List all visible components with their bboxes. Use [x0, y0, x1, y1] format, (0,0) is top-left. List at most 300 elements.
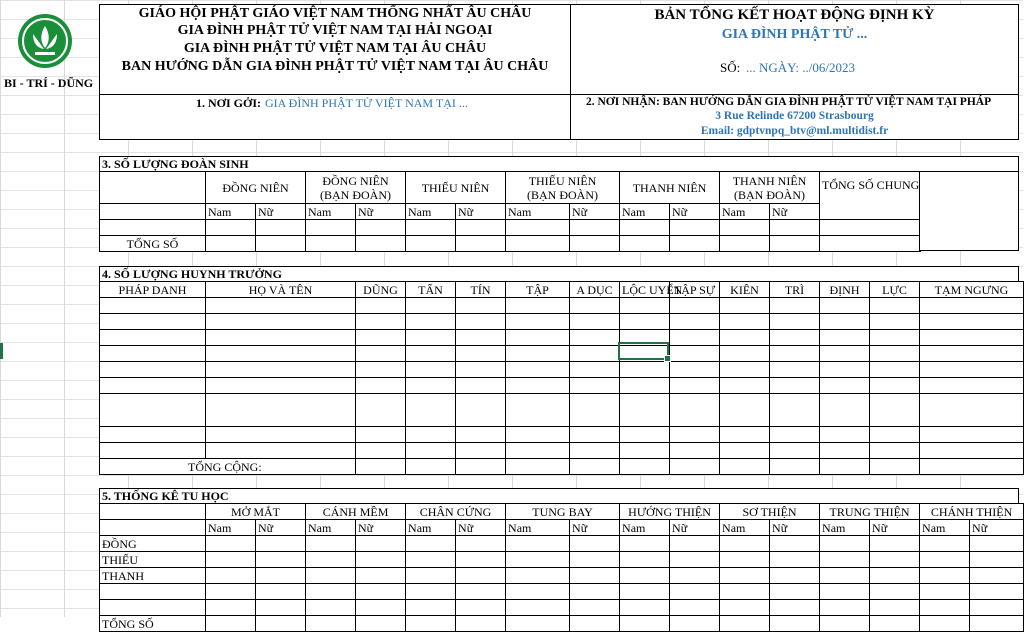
- s4-cell[interactable]: [570, 362, 620, 378]
- s5-cell[interactable]: [206, 568, 256, 584]
- s4-cell[interactable]: [670, 314, 720, 330]
- s5-cell[interactable]: [306, 584, 356, 600]
- s4-cell[interactable]: [670, 459, 720, 475]
- s4-cell[interactable]: [720, 427, 770, 443]
- s4-cell[interactable]: [406, 330, 456, 346]
- s4-cell[interactable]: [206, 298, 356, 314]
- s5-cell[interactable]: [406, 568, 456, 584]
- s5-total-label[interactable]: TỔNG SỐ: [100, 616, 206, 632]
- s5-nam[interactable]: Nam: [620, 520, 670, 536]
- s4-cell[interactable]: [406, 298, 456, 314]
- s5-cell[interactable]: [356, 552, 406, 568]
- s4-col-dung[interactable]: DŨNG: [356, 282, 406, 298]
- s4-col-tan[interactable]: TẤN: [406, 282, 456, 298]
- s4-cell[interactable]: [620, 394, 670, 427]
- s4-total-label[interactable]: TỔNG CỘNG:: [100, 459, 356, 475]
- s4-cell[interactable]: [456, 394, 506, 427]
- s5-cell[interactable]: [506, 568, 570, 584]
- s5-cell[interactable]: [570, 536, 620, 552]
- s4-cell[interactable]: [506, 394, 570, 427]
- s4-cell[interactable]: [870, 314, 920, 330]
- s4-cell[interactable]: [570, 346, 620, 362]
- s5-cell[interactable]: [870, 536, 920, 552]
- s4-cell[interactable]: [456, 330, 506, 346]
- s4-cell[interactable]: [870, 459, 920, 475]
- s5-cell[interactable]: [920, 536, 970, 552]
- s4-cell[interactable]: [206, 378, 356, 394]
- s5-cell[interactable]: [870, 616, 920, 632]
- s5-cell[interactable]: [720, 552, 770, 568]
- s4-cell[interactable]: [770, 298, 820, 314]
- s5-cell[interactable]: [506, 600, 570, 616]
- s3-cell[interactable]: [506, 220, 570, 236]
- s4-cell[interactable]: [570, 378, 620, 394]
- s3-group-thieu[interactable]: [406, 172, 506, 204]
- s3-cell[interactable]: [356, 236, 406, 252]
- s4-cell[interactable]: [406, 314, 456, 330]
- s4-cell[interactable]: [820, 346, 870, 362]
- s3-cell[interactable]: [720, 220, 770, 236]
- s3-cell[interactable]: [570, 236, 620, 252]
- s4-cell[interactable]: [356, 459, 406, 475]
- s5-cell[interactable]: [770, 616, 820, 632]
- s5-cell[interactable]: [970, 552, 1024, 568]
- s5-level-huong-thien[interactable]: HƯỚNG THIỆN: [620, 504, 720, 520]
- s5-cell[interactable]: [256, 536, 306, 552]
- s5-cell[interactable]: [256, 584, 306, 600]
- s4-cell[interactable]: [100, 443, 206, 459]
- s5-cell[interactable]: [870, 584, 920, 600]
- s4-cell[interactable]: [770, 459, 820, 475]
- s5-cell[interactable]: [920, 600, 970, 616]
- s5-cell[interactable]: [256, 552, 306, 568]
- s5-cell[interactable]: [770, 568, 820, 584]
- s5-corner[interactable]: [100, 504, 206, 520]
- s4-cell[interactable]: [570, 427, 620, 443]
- s4-cell[interactable]: [720, 298, 770, 314]
- s4-col-phap-danh[interactable]: PHÁP DANH: [100, 282, 206, 298]
- s4-cell[interactable]: [870, 394, 920, 427]
- s5-nu[interactable]: Nữ: [670, 520, 720, 536]
- s3-cell[interactable]: [456, 236, 506, 252]
- s4-cell[interactable]: [770, 314, 820, 330]
- s5-nam[interactable]: Nam: [506, 520, 570, 536]
- s5-cell[interactable]: [306, 616, 356, 632]
- s5-cell[interactable]: [970, 584, 1024, 600]
- s4-cell[interactable]: [920, 378, 1024, 394]
- s4-cell[interactable]: [620, 443, 670, 459]
- s5-cell[interactable]: [970, 616, 1024, 632]
- s4-cell[interactable]: [770, 378, 820, 394]
- s4-cell[interactable]: [356, 362, 406, 378]
- s4-cell[interactable]: [920, 314, 1024, 330]
- s4-cell[interactable]: [820, 314, 870, 330]
- s5-cell[interactable]: [206, 536, 256, 552]
- s5-cell[interactable]: [306, 552, 356, 568]
- s5-level-canh-mem[interactable]: CÁNH MỀM: [306, 504, 406, 520]
- s5-cell[interactable]: [406, 616, 456, 632]
- s5-cell[interactable]: [670, 616, 720, 632]
- s5-cell[interactable]: [456, 616, 506, 632]
- s4-col-tam-ngung[interactable]: TẠM NGƯNG: [920, 282, 1024, 298]
- s4-col-tri[interactable]: TRÌ: [770, 282, 820, 298]
- s5-level-chanh-thien[interactable]: CHÁNH THIỆN: [920, 504, 1024, 520]
- s5-cell[interactable]: [356, 616, 406, 632]
- s4-cell[interactable]: [206, 362, 356, 378]
- s4-cell[interactable]: [100, 298, 206, 314]
- s3-cell[interactable]: [670, 220, 720, 236]
- s5-cell[interactable]: [720, 536, 770, 552]
- s4-cell[interactable]: [456, 298, 506, 314]
- s3-cell[interactable]: [406, 236, 456, 252]
- s5-cell[interactable]: [306, 568, 356, 584]
- s4-cell[interactable]: [100, 346, 206, 362]
- s5-cell[interactable]: [620, 552, 670, 568]
- s3-cell[interactable]: [770, 220, 820, 236]
- s5-cell[interactable]: [356, 568, 406, 584]
- s5-nu[interactable]: Nữ: [870, 520, 920, 536]
- s5-cell[interactable]: [456, 536, 506, 552]
- s5-cell[interactable]: [570, 568, 620, 584]
- s3-nu[interactable]: Nữ: [770, 204, 820, 220]
- s4-col-tap[interactable]: TẬP: [506, 282, 570, 298]
- s4-cell[interactable]: [770, 443, 820, 459]
- s5-cell[interactable]: [920, 552, 970, 568]
- s3-nam[interactable]: Nam: [720, 204, 770, 220]
- s5-cell[interactable]: [406, 584, 456, 600]
- s3-cell[interactable]: [206, 236, 256, 252]
- s4-cell[interactable]: [406, 362, 456, 378]
- s5-nam[interactable]: Nam: [306, 520, 356, 536]
- s4-cell[interactable]: [720, 314, 770, 330]
- s4-cell[interactable]: [570, 459, 620, 475]
- s4-cell[interactable]: [720, 346, 770, 362]
- s3-cell[interactable]: [306, 236, 356, 252]
- s5-cell[interactable]: [770, 536, 820, 552]
- s5-cell[interactable]: [670, 536, 720, 552]
- s4-cell[interactable]: [100, 330, 206, 346]
- s4-cell[interactable]: [506, 427, 570, 443]
- s4-cell[interactable]: [770, 427, 820, 443]
- s4-cell[interactable]: [720, 330, 770, 346]
- s4-cell[interactable]: [620, 314, 670, 330]
- s3-cell[interactable]: [820, 220, 921, 236]
- s5-nu[interactable]: Nữ: [256, 520, 306, 536]
- s5-row-label[interactable]: THANH: [100, 568, 206, 584]
- s5-level-chan-cung[interactable]: CHÂN CỨNG: [406, 504, 506, 520]
- s5-cell[interactable]: [306, 536, 356, 552]
- s3-cell[interactable]: [670, 236, 720, 252]
- s5-cell[interactable]: [456, 552, 506, 568]
- s5-cell[interactable]: [820, 600, 870, 616]
- s5-cell[interactable]: [570, 600, 620, 616]
- s5-cell[interactable]: [456, 584, 506, 600]
- s4-cell[interactable]: [670, 362, 720, 378]
- s4-col-dinh[interactable]: ĐỊNH: [820, 282, 870, 298]
- s4-cell[interactable]: [920, 346, 1024, 362]
- s4-cell[interactable]: [206, 330, 356, 346]
- s5-cell[interactable]: [506, 536, 570, 552]
- s4-cell[interactable]: [770, 362, 820, 378]
- s5-cell[interactable]: [820, 536, 870, 552]
- selected-cell[interactable]: [618, 342, 669, 360]
- s3-cell[interactable]: [506, 236, 570, 252]
- s4-cell[interactable]: [670, 394, 720, 427]
- s3-cell[interactable]: [620, 236, 670, 252]
- s5-cell[interactable]: [506, 616, 570, 632]
- s4-cell[interactable]: [720, 378, 770, 394]
- s4-cell[interactable]: [670, 378, 720, 394]
- s4-cell[interactable]: [406, 378, 456, 394]
- s5-cell[interactable]: [970, 568, 1024, 584]
- s4-cell[interactable]: [456, 443, 506, 459]
- s4-cell[interactable]: [770, 394, 820, 427]
- s3-cell[interactable]: [256, 236, 306, 252]
- s4-cell[interactable]: [620, 459, 670, 475]
- s4-cell[interactable]: [870, 298, 920, 314]
- s4-cell[interactable]: [206, 427, 356, 443]
- s3-nam[interactable]: Nam: [206, 204, 256, 220]
- s5-cell[interactable]: [870, 552, 920, 568]
- s4-cell[interactable]: [456, 314, 506, 330]
- s3-group-thanh[interactable]: [620, 172, 720, 204]
- s5-cell[interactable]: [620, 616, 670, 632]
- s5-cell[interactable]: [206, 616, 256, 632]
- s5-cell[interactable]: [206, 584, 256, 600]
- s5-cell[interactable]: [406, 552, 456, 568]
- s4-cell[interactable]: [506, 314, 570, 330]
- s5-cell[interactable]: [256, 600, 306, 616]
- s3-cell[interactable]: [100, 220, 206, 236]
- s4-cell[interactable]: [920, 427, 1024, 443]
- s4-cell[interactable]: [620, 298, 670, 314]
- s3-cell[interactable]: [770, 236, 820, 252]
- s4-cell[interactable]: [406, 394, 456, 427]
- s5-row-label[interactable]: THIẾU: [100, 552, 206, 568]
- s5-cell[interactable]: [820, 552, 870, 568]
- s4-cell[interactable]: [820, 378, 870, 394]
- s5-cell[interactable]: [206, 600, 256, 616]
- s4-cell[interactable]: [720, 443, 770, 459]
- s5-nam[interactable]: Nam: [206, 520, 256, 536]
- s5-level-so-thien[interactable]: SƠ THIỆN: [720, 504, 820, 520]
- s5-nam[interactable]: Nam: [920, 520, 970, 536]
- s3-cell[interactable]: [570, 220, 620, 236]
- s4-cell[interactable]: [670, 330, 720, 346]
- s3-nu[interactable]: Nữ: [256, 204, 306, 220]
- s5-cell[interactable]: [100, 600, 206, 616]
- s4-cell[interactable]: [920, 459, 1024, 475]
- s4-cell[interactable]: [870, 427, 920, 443]
- s5-cell[interactable]: [406, 536, 456, 552]
- s5-cell[interactable]: [456, 568, 506, 584]
- s3-cell[interactable]: [620, 220, 670, 236]
- s3-nu[interactable]: Nữ: [570, 204, 620, 220]
- s4-cell[interactable]: [100, 362, 206, 378]
- s4-cell[interactable]: [670, 427, 720, 443]
- s5-cell[interactable]: [306, 600, 356, 616]
- s3-group-thanh-bd[interactable]: [720, 172, 820, 204]
- s5-cell[interactable]: [456, 600, 506, 616]
- s3-cell[interactable]: [456, 220, 506, 236]
- s4-cell[interactable]: [406, 346, 456, 362]
- s3-cell[interactable]: [820, 236, 921, 252]
- s5-cell[interactable]: [100, 520, 206, 536]
- s3-cell[interactable]: [256, 220, 306, 236]
- s3-nu[interactable]: Nữ: [356, 204, 406, 220]
- s5-cell[interactable]: [620, 584, 670, 600]
- s4-cell[interactable]: [356, 427, 406, 443]
- s4-cell[interactable]: [356, 443, 406, 459]
- s5-nu[interactable]: Nữ: [970, 520, 1024, 536]
- s4-col-kien[interactable]: KIÊN: [720, 282, 770, 298]
- s4-cell[interactable]: [870, 443, 920, 459]
- s4-col-tin[interactable]: TÍN: [456, 282, 506, 298]
- s4-cell[interactable]: [206, 346, 356, 362]
- s5-nam[interactable]: Nam: [406, 520, 456, 536]
- s3-nam[interactable]: Nam: [620, 204, 670, 220]
- s4-cell[interactable]: [100, 314, 206, 330]
- s5-cell[interactable]: [620, 600, 670, 616]
- s3-nam[interactable]: Nam: [406, 204, 456, 220]
- s4-cell[interactable]: [770, 330, 820, 346]
- s4-cell[interactable]: [406, 459, 456, 475]
- s4-col-luc[interactable]: LỰC: [870, 282, 920, 298]
- s4-cell[interactable]: [870, 362, 920, 378]
- s5-cell[interactable]: [770, 584, 820, 600]
- s4-cell[interactable]: [820, 427, 870, 443]
- s4-cell[interactable]: [456, 362, 506, 378]
- s5-cell[interactable]: [256, 616, 306, 632]
- s5-cell[interactable]: [670, 568, 720, 584]
- s5-cell[interactable]: [720, 600, 770, 616]
- s5-cell[interactable]: [670, 600, 720, 616]
- s4-cell[interactable]: [406, 427, 456, 443]
- s4-cell[interactable]: [356, 330, 406, 346]
- s4-cell[interactable]: [456, 346, 506, 362]
- s3-cell[interactable]: [720, 236, 770, 252]
- s4-cell[interactable]: [206, 314, 356, 330]
- s4-cell[interactable]: [820, 394, 870, 427]
- s4-cell[interactable]: [100, 427, 206, 443]
- s5-cell[interactable]: [720, 568, 770, 584]
- s4-cell[interactable]: [100, 378, 206, 394]
- s3-cell[interactable]: [306, 220, 356, 236]
- s5-nu[interactable]: Nữ: [770, 520, 820, 536]
- s4-col-ho-ten[interactable]: HỌ VÀ TÊN: [206, 282, 356, 298]
- s5-nu[interactable]: Nữ: [356, 520, 406, 536]
- s3-group-thieu-bd[interactable]: [506, 172, 620, 204]
- s5-cell[interactable]: [970, 536, 1024, 552]
- s5-cell[interactable]: [920, 616, 970, 632]
- s5-cell[interactable]: [256, 568, 306, 584]
- s4-cell[interactable]: [570, 330, 620, 346]
- s4-cell[interactable]: [820, 330, 870, 346]
- s5-cell[interactable]: [570, 616, 620, 632]
- s4-cell[interactable]: [506, 298, 570, 314]
- s5-cell[interactable]: [720, 616, 770, 632]
- s5-cell[interactable]: [356, 600, 406, 616]
- s4-cell[interactable]: [456, 427, 506, 443]
- s4-cell[interactable]: [870, 330, 920, 346]
- s5-cell[interactable]: [670, 584, 720, 600]
- s4-cell[interactable]: [720, 362, 770, 378]
- s4-cell[interactable]: [570, 314, 620, 330]
- s5-cell[interactable]: [870, 600, 920, 616]
- s5-level-trung-thien[interactable]: TRUNG THIỆN: [820, 504, 920, 520]
- s5-cell[interactable]: [100, 584, 206, 600]
- s5-cell[interactable]: [820, 616, 870, 632]
- s4-col-tap-su[interactable]: TẬP SỰ: [670, 282, 720, 298]
- s5-nu[interactable]: Nữ: [456, 520, 506, 536]
- s5-cell[interactable]: [870, 568, 920, 584]
- s5-cell[interactable]: [770, 600, 820, 616]
- s4-cell[interactable]: [920, 362, 1024, 378]
- s3-cell[interactable]: [100, 204, 206, 220]
- s4-cell[interactable]: [456, 459, 506, 475]
- s4-cell[interactable]: [820, 443, 870, 459]
- s5-nam[interactable]: Nam: [720, 520, 770, 536]
- s4-cell[interactable]: [770, 346, 820, 362]
- s5-row-label[interactable]: ĐỒNG: [100, 536, 206, 552]
- s5-cell[interactable]: [670, 552, 720, 568]
- s4-cell[interactable]: [620, 427, 670, 443]
- s5-cell[interactable]: [920, 584, 970, 600]
- s3-group-dong-bd[interactable]: [306, 172, 406, 204]
- s5-cell[interactable]: [920, 568, 970, 584]
- s4-cell[interactable]: [820, 459, 870, 475]
- s4-cell[interactable]: [870, 346, 920, 362]
- s3-cell[interactable]: [206, 220, 256, 236]
- s4-cell[interactable]: [670, 298, 720, 314]
- s5-nu[interactable]: Nữ: [570, 520, 620, 536]
- s4-cell[interactable]: [720, 459, 770, 475]
- s4-cell[interactable]: [406, 443, 456, 459]
- s4-cell[interactable]: [720, 394, 770, 427]
- s3-cell[interactable]: [356, 220, 406, 236]
- s4-cell[interactable]: [620, 362, 670, 378]
- s5-cell[interactable]: [506, 552, 570, 568]
- s3-nu[interactable]: Nữ: [456, 204, 506, 220]
- s3-total-row-label[interactable]: TỔNG SỐ: [100, 236, 206, 252]
- s5-cell[interactable]: [620, 568, 670, 584]
- s3-nu[interactable]: Nữ: [670, 204, 720, 220]
- s4-cell[interactable]: [206, 394, 356, 427]
- s4-cell[interactable]: [356, 314, 406, 330]
- s5-cell[interactable]: [970, 600, 1024, 616]
- s4-col-a-duc[interactable]: A DỤC: [570, 282, 620, 298]
- s4-cell[interactable]: [506, 362, 570, 378]
- s4-cell[interactable]: [870, 378, 920, 394]
- s4-cell[interactable]: [100, 394, 206, 427]
- s4-cell[interactable]: [920, 394, 1024, 427]
- s4-cell[interactable]: [920, 443, 1024, 459]
- s4-cell[interactable]: [506, 459, 570, 475]
- s4-cell[interactable]: [456, 378, 506, 394]
- s4-cell[interactable]: [920, 298, 1024, 314]
- s4-cell[interactable]: [670, 346, 720, 362]
- s5-cell[interactable]: [356, 536, 406, 552]
- s5-cell[interactable]: [570, 584, 620, 600]
- s4-cell[interactable]: [506, 378, 570, 394]
- s4-cell[interactable]: [570, 443, 620, 459]
- s4-cell[interactable]: [570, 394, 620, 427]
- s5-cell[interactable]: [620, 536, 670, 552]
- s4-cell[interactable]: [506, 346, 570, 362]
- s4-cell[interactable]: [820, 298, 870, 314]
- s5-cell[interactable]: [356, 584, 406, 600]
- s5-cell[interactable]: [820, 568, 870, 584]
